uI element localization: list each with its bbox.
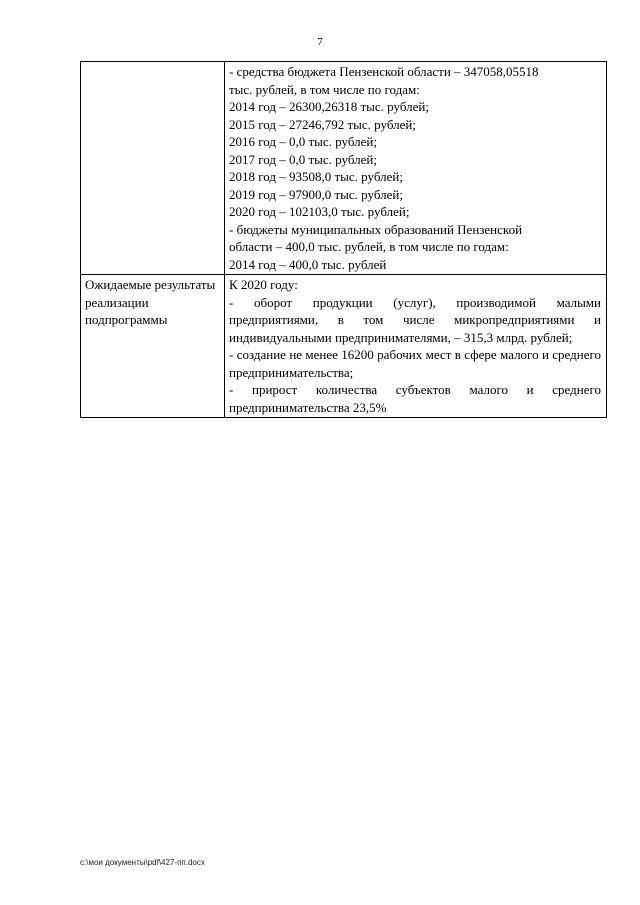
funding-line: 2020 год – 102103,0 тыс. рублей; xyxy=(229,204,410,219)
table-row-funding xyxy=(81,62,607,275)
results-intro: К 2020 году: xyxy=(229,277,298,292)
table-cell-expected-results-label: Ожидаемые результаты реализации подпрограммы xyxy=(81,275,225,418)
funding-line: 2015 год – 27246,792 тыс. рублей; xyxy=(229,116,416,132)
table-cell-expected-results xyxy=(225,275,607,418)
funding-line: области – 400,0 тыс. рублей, в том числе по годам: xyxy=(229,239,509,254)
funding-line: 2018 год – 93508,0 тыс. рублей; xyxy=(229,169,403,184)
funding-line: 2019 год – 97900,0 тыс. рублей; xyxy=(229,186,403,202)
funding-line: 2014 год – 400,0 тыс. рублей xyxy=(229,256,387,272)
funding-line: - средства бюджета Пензенской области – 347058,05518 xyxy=(229,64,539,79)
table-cell-funding-details xyxy=(225,62,607,275)
funding-line: 2017 год – 0,0 тыс. рублей; xyxy=(229,151,377,167)
page-number: 7 xyxy=(317,36,323,48)
funding-line: - бюджеты муниципальных образований Пензенской xyxy=(229,221,523,237)
table-cell-label-empty xyxy=(81,62,225,275)
funding-line: тыс. рублей, в том числе по годам: xyxy=(229,81,420,97)
funding-line: 2016 год – 0,0 тыс. рублей; xyxy=(229,134,377,149)
footer-file-path: c:\мои документы\pdf\427-пп.docx xyxy=(80,858,205,867)
result-item-jobs: - создание не менее 16200 рабочих мест в сфере малого и среднего предпринимательства; xyxy=(229,347,601,380)
program-passport-table xyxy=(80,61,607,418)
funding-line: 2014 год – 26300,26318 тыс. рублей; xyxy=(229,99,429,114)
result-item-turnover: - оборот продукции (услуг), производимой малыми предприятиями, в том числе микропредприятиями и индивидуальными предпринимателями, – 315,3 млрд. рублей; xyxy=(229,294,601,345)
table-row-expected-results xyxy=(81,275,607,418)
result-item-growth: - прирост количества субъектов малого и среднего предпринимательства 23,5% xyxy=(229,382,601,415)
